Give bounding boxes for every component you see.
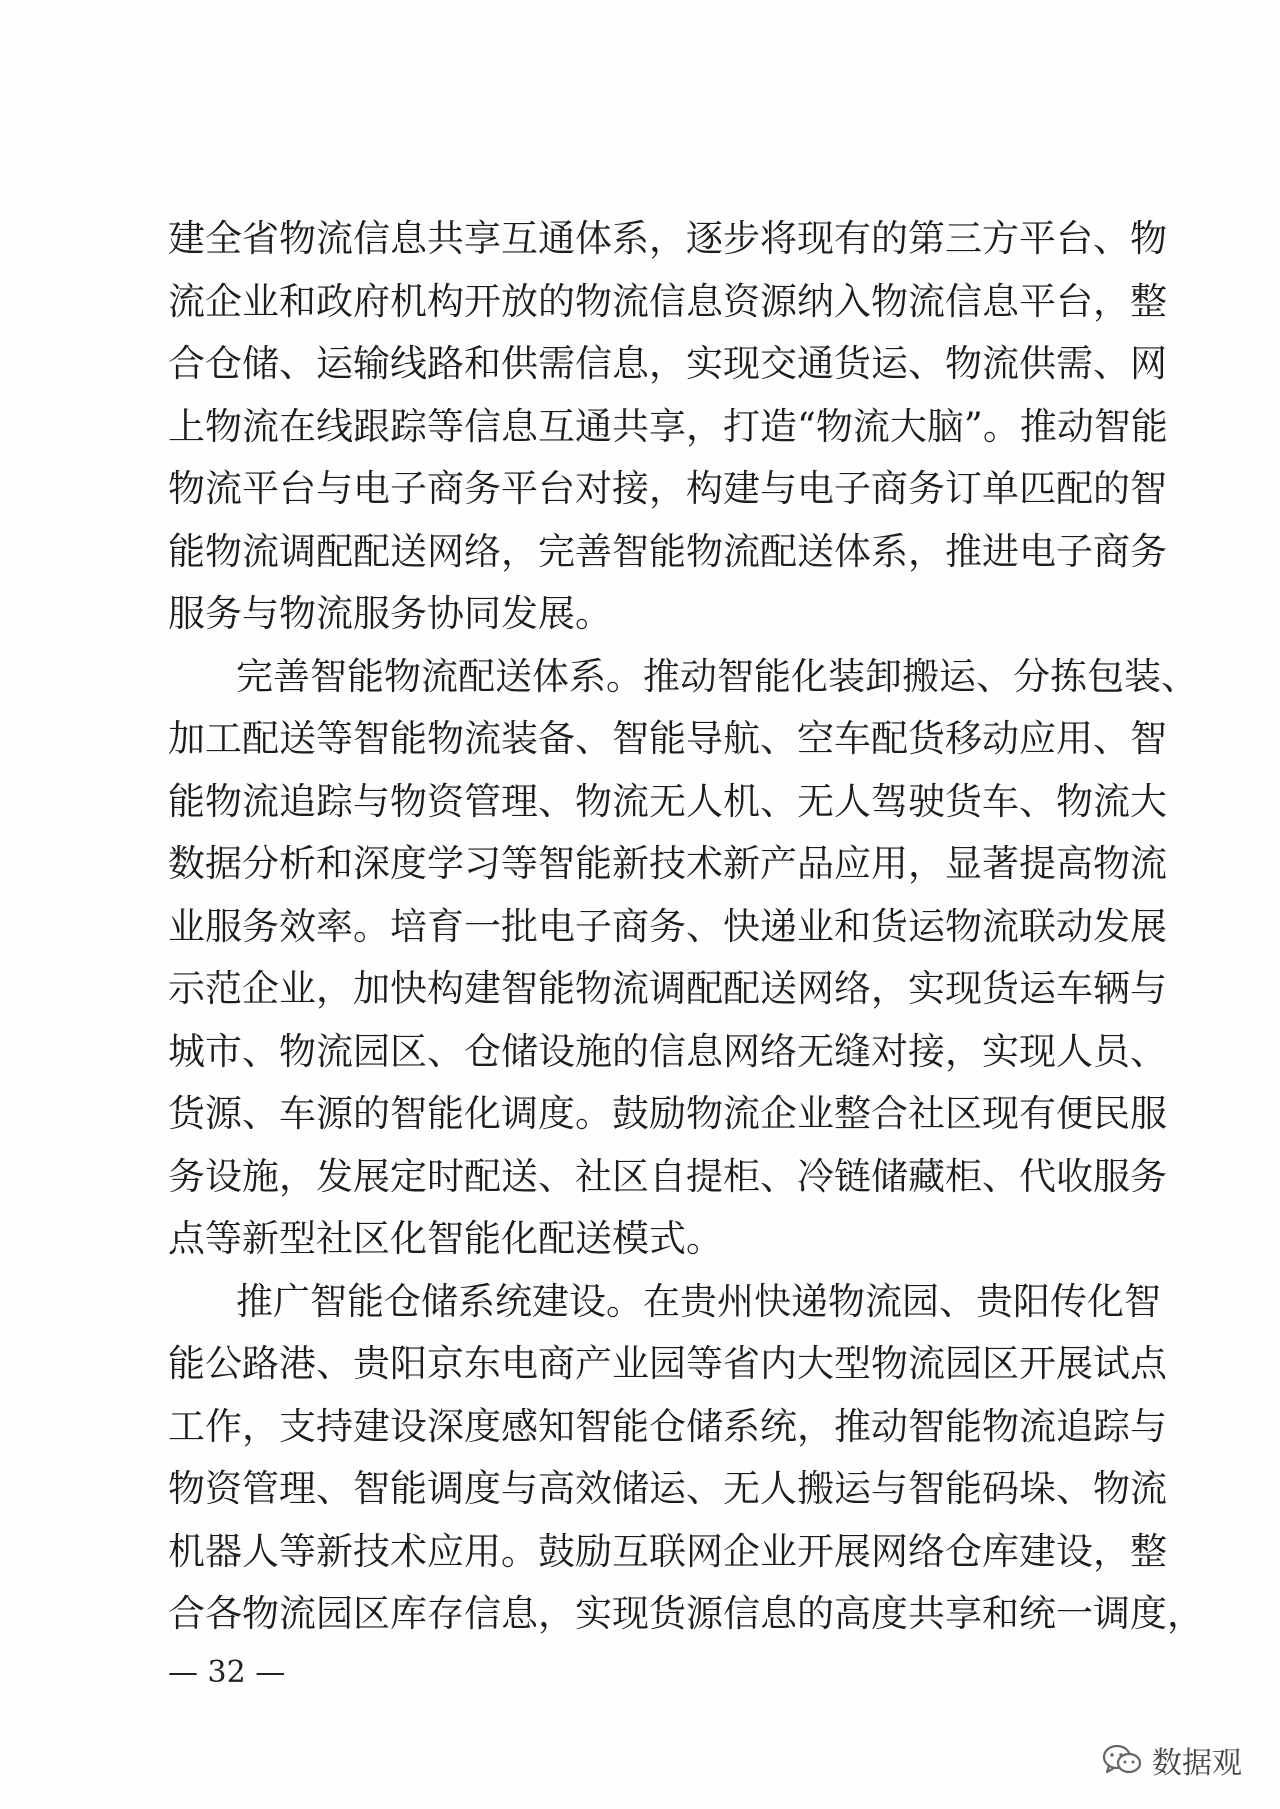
text-line: 推 广 智 能 仓 储 系 统 建 设 。 在 贵 州 快 递 物 流 园 、 贵 阳 传 化 智	[236, 1279, 1161, 1323]
text-line: 机 器 人 等 新 技 术 应 用 。 鼓 励 互 联 网 企 业 开 展 网 络 仓 库 建 设 ， 整	[168, 1529, 1167, 1573]
text-line: 服务与物流服务协同发展。	[168, 592, 612, 635]
paragraph	[168, 1271, 1204, 1646]
text-line: 建 全 省 物 流 信 息 共 享 互 通 体 系 ， 逐 步 将 现 有 的 第 三 方 平 台 、 物	[168, 217, 1167, 260]
text-line: 数 据 分 析 和 深 度 学 习 等 智 能 新 技 术 新 产 品 应 用 ， 显 著 提 高 物 流	[168, 842, 1167, 885]
text-line: 完 善 智 能 物 流 配 送 体 系 。 推 动 智 能 化 装 卸 搬 运 、 分 拣 包 装 、	[236, 654, 1198, 698]
text-line: 城 市 、 物 流 园 区 、 仓 储 设 施 的 信 息 网 络 无 缝 对 接 ， 实 现 人 员 、	[168, 1029, 1167, 1073]
text-line: 示 范 企 业 ， 加 快 构 建 智 能 物 流 调 配 配 送 网 络 ， 实 现 货 运 车 辆 与	[168, 967, 1167, 1010]
text-line: 物 资 管 理 、 智 能 调 度 与 高 效 储 运 、 无 人 搬 运 与 智 能 码 垛 、 物 流	[168, 1467, 1167, 1510]
text-line: 合 各 物 流 园 区 库 存 信 息 ， 实 现 货 源 信 息 的 高 度 共 享 和 统 一 调 度 ，	[168, 1592, 1204, 1635]
body-text	[168, 208, 1204, 1646]
text-line: 点等新型社区化智能化配送模式。	[168, 1217, 723, 1260]
text-line: 能 物 流 调 配 配 送 网 络 ， 完 善 智 能 物 流 配 送 体 系 ， 推 进 电 子 商 务	[168, 529, 1167, 573]
text-line: 能 物 流 追 踪 与 物 资 管 理 、 物 流 无 人 机 、 无 人 驾 驶 货 车 、 物 流 大	[168, 779, 1167, 823]
wechat-icon	[1102, 1743, 1142, 1777]
text-line: 务 设 施 ， 发 展 定 时 配 送 、 社 区 自 提 柜 、 冷 链 储 藏 柜 、 代 收 服 务	[168, 1154, 1167, 1198]
text-line: 业 服 务 效 率 。 培 育 一 批 电 子 商 务 、 快 递 业 和 货 运 物 流 联 动 发 展	[168, 904, 1167, 948]
text-line: 货 源 、 车 源 的 智 能 化 调 度 。 鼓 励 物 流 企 业 整 合 社 区 现 有 便 民 服	[168, 1092, 1167, 1135]
text-line: 物 流 平 台 与 电 子 商 务 平 台 对 接 ， 构 建 与 电 子 商 务 订 单 匹 配 的 智	[168, 467, 1167, 510]
text-line: 上 物 流 在 线 跟 踪 等 信 息 互 通 共 享 ， 打 造 “ 物 流 大 脑 ” 。 推 动 智 能	[168, 404, 1168, 448]
paragraph	[168, 646, 1198, 1271]
text-line: 工 作 ， 支 持 建 设 深 度 感 知 智 能 仓 储 系 统 ， 推 动 智 能 物 流 追 踪 与	[168, 1404, 1167, 1448]
text-line: 能 公 路 港 、 贵 阳 京 东 电 商 产 业 园 等 省 内 大 型 物 流 园 区 开 展 试 点	[168, 1342, 1167, 1385]
text-line: 加 工 配 送 等 智 能 物 流 装 备 、 智 能 导 航 、 空 车 配 货 移 动 应 用 、 智	[168, 717, 1167, 760]
text-line: 合 仓 储 、 运 输 线 路 和 供 需 信 息 ， 实 现 交 通 货 运 、 物 流 供 需 、 网	[168, 342, 1167, 385]
text-line: 流 企 业 和 政 府 机 构 开 放 的 物 流 信 息 资 源 纳 入 物 流 信 息 平 台 ， 整	[168, 279, 1167, 323]
page-number: — 32 —	[168, 1655, 286, 1690]
watermark-text: 数据观	[1152, 1746, 1242, 1781]
paragraph	[168, 208, 1168, 646]
watermark	[1102, 1738, 1242, 1782]
